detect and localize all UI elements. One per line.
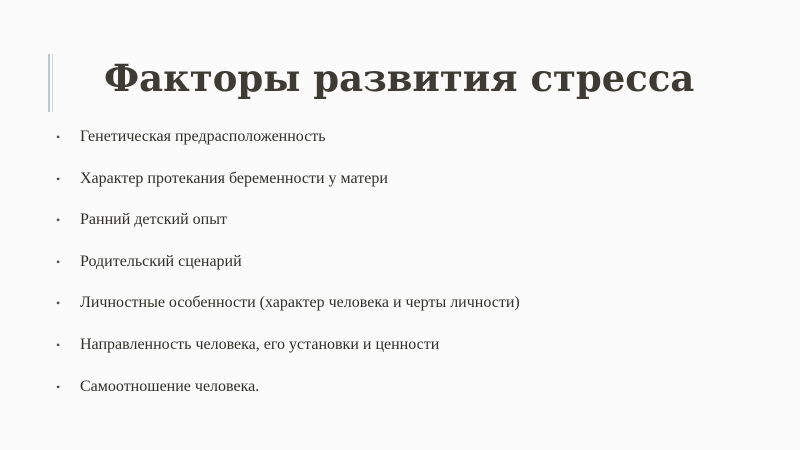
bullet-dot-icon: • — [56, 213, 61, 228]
bullet-text: Ранний детский опыт — [80, 211, 227, 229]
bullet-dot-icon: • — [56, 337, 61, 352]
bullet-text: Родительский сценарий — [80, 252, 242, 270]
bullet-item-self-attitude — [56, 372, 520, 414]
bullet-dot-icon: • — [56, 254, 61, 269]
bullet-dot-icon: • — [56, 171, 61, 186]
slide-title: Факторы развития стресса — [104, 56, 695, 100]
bullet-text: Генетическая предрасположенность — [80, 128, 326, 145]
bullet-item-childhood — [56, 205, 520, 247]
bullet-text: Самоотношение человека. — [80, 377, 260, 395]
bullet-text: Характер протекания беременности у матери — [80, 169, 388, 187]
bullet-text: Личностные особенности (характер человека и черты личности) — [80, 294, 520, 312]
bullet-item-personality — [56, 288, 520, 330]
title-accent-line-secondary — [52, 54, 53, 112]
bullet-item-parental-scenario — [56, 247, 520, 289]
bullet-item-pregnancy — [56, 164, 520, 206]
bullet-item-genetic — [56, 122, 520, 164]
bullet-dot-icon: • — [56, 296, 61, 311]
title-accent-line — [48, 54, 50, 112]
bullet-list — [56, 122, 520, 413]
bullet-item-orientation — [56, 330, 520, 372]
bullet-dot-icon: • — [56, 130, 61, 144]
bullet-text: Направленность человека, его установки и ценности — [80, 335, 440, 353]
bullet-dot-icon: • — [56, 379, 61, 394]
